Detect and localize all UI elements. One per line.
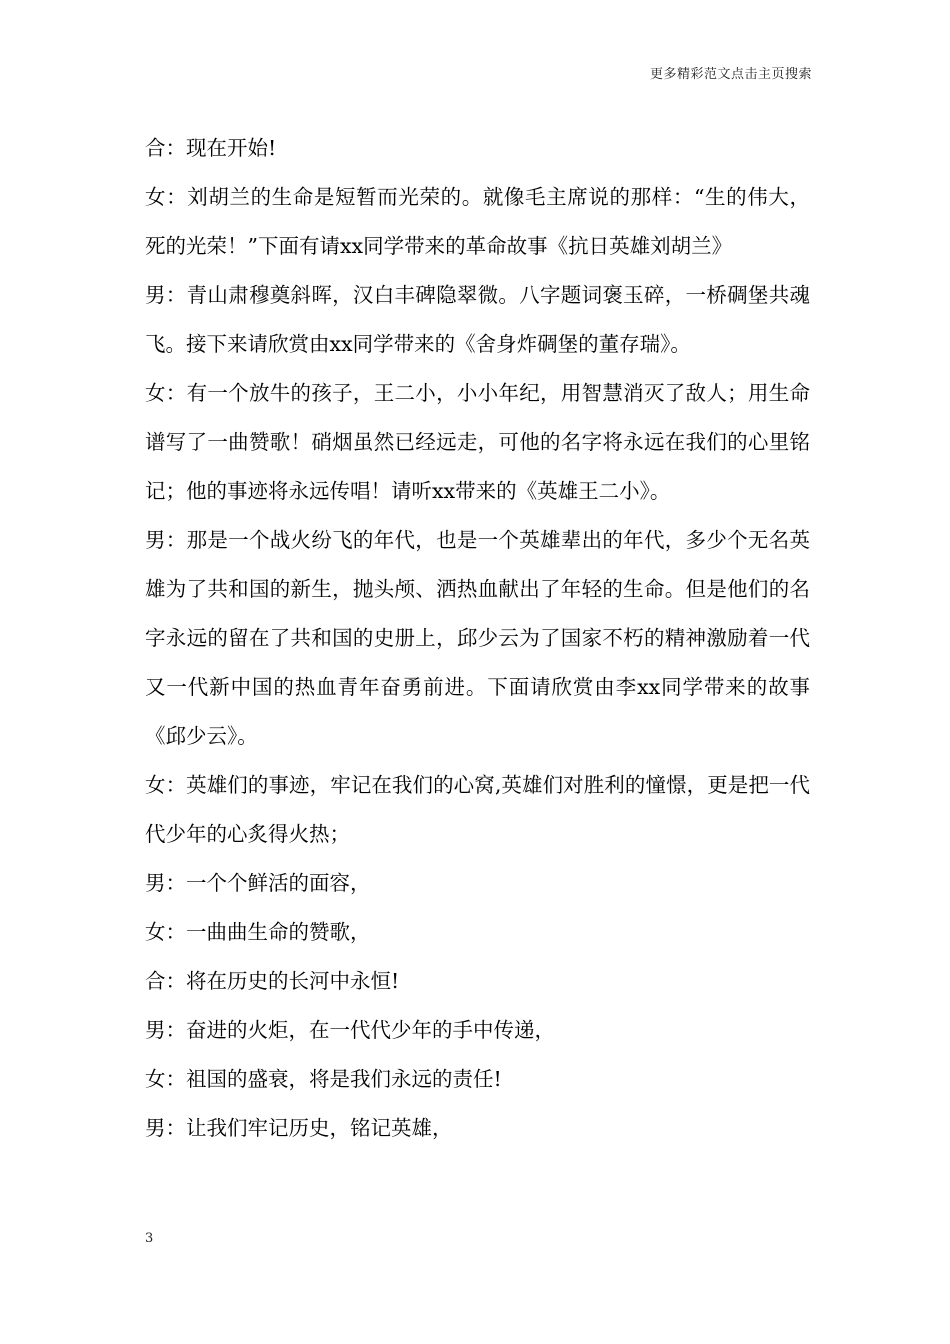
paragraph: 女：有一个放牛的孩子，王二小，小小年纪，用智慧消灭了敌人；用生命谱写了一曲赞歌！硝烟虽然已经远走，可他的名字将永远在我们的心里铭记；他的事迹将永远传唱！请听xx带来的《英雄王二小》。	[145, 381, 810, 503]
paragraph: 男：一个个鲜活的面容，	[145, 871, 371, 895]
paragraph: 女：祖国的盛衰，将是我们永远的责任!	[145, 1067, 502, 1091]
paragraph: 合：将在历史的长河中永恒!	[145, 969, 400, 993]
paragraph: 男：青山肃穆奠斜晖，汉白丰碑隐翠微。八字题词褒玉碎，一桥碉堡共魂飞。接下来请欣赏由xx同学带来的《舍身炸碉堡的董存瑞》。	[145, 283, 810, 356]
paragraph: 男：让我们牢记历史，铭记英雄，	[145, 1116, 453, 1140]
paragraph: 女：刘胡兰的生命是短暂而光荣的。就像毛主席说的那样：“生的伟大，死的光荣！”下面有请xx同学带来的革命故事《抗日英雄刘胡兰》	[145, 185, 810, 258]
document-body	[145, 124, 810, 1153]
paragraph: 男：那是一个战火纷飞的年代，也是一个英雄辈出的年代，多少个无名英雄为了共和国的新生，抛头颅、洒热血献出了年轻的生命。但是他们的名字永远的留在了共和国的史册上，邱少云为了国家不朽的精神激励着一代又一代新中国的热血青年奋勇前进。下面请欣赏由李xx同学带来的故事《邱少云》。	[145, 528, 810, 748]
paragraph: 女：一曲曲生命的赞歌，	[145, 920, 371, 944]
paragraph: 男：奋进的火炬，在一代代少年的手中传递，	[145, 1018, 555, 1042]
paragraph: 女：英雄们的事迹，牢记在我们的心窝,英雄们对胜利的憧憬，更是把一代代少年的心炙得火热；	[145, 773, 810, 846]
page-header: 更多精彩范文点击主页搜索	[649, 67, 812, 82]
paragraph: 合：现在开始!	[145, 136, 277, 160]
page-number: 3	[145, 1231, 154, 1246]
